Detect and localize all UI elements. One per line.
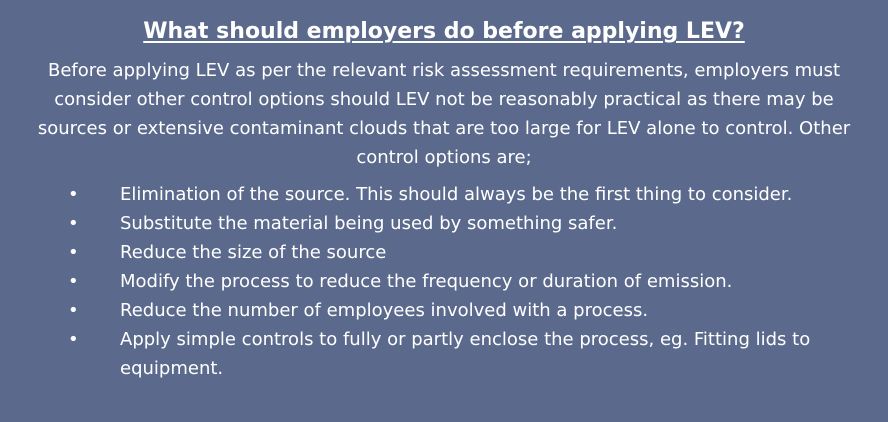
- list-item: [14, 325, 874, 383]
- list-item-text: Apply simple controls to fully or partly enclose the process, eg. Fitting lids to equipment.: [120, 329, 811, 379]
- list-item: [14, 209, 874, 238]
- list-item: [14, 238, 874, 267]
- bullet-icon: •: [68, 213, 79, 234]
- control-options-list: [14, 180, 874, 383]
- bullet-icon: •: [68, 300, 79, 321]
- list-item: [14, 296, 874, 325]
- list-item-text: Reduce the size of the source: [120, 242, 387, 263]
- list-item-text: Substitute the material being used by something safer.: [120, 213, 618, 234]
- bullet-icon: •: [68, 329, 79, 350]
- intro-paragraph: Before applying LEV as per the relevant risk assessment requirements, employers must consider other control options should LEV not be reasonably practical as there may be sources or extensive contaminant clouds that are too large for LEV alone to control. Other control options are;: [37, 60, 851, 168]
- bullet-icon: •: [68, 184, 79, 205]
- bullet-icon: •: [68, 242, 79, 263]
- bullet-icon: •: [68, 271, 79, 292]
- list-item-text: Elimination of the source. This should always be the first thing to consider.: [120, 184, 793, 205]
- page-title: What should employers do before applying LEV?: [143, 19, 745, 44]
- list-item: [14, 180, 874, 209]
- list-item-text: Modify the process to reduce the frequency or duration of emission.: [120, 271, 733, 292]
- list-item-text: Reduce the number of employees involved with a process.: [120, 300, 649, 321]
- list-item: [14, 267, 874, 296]
